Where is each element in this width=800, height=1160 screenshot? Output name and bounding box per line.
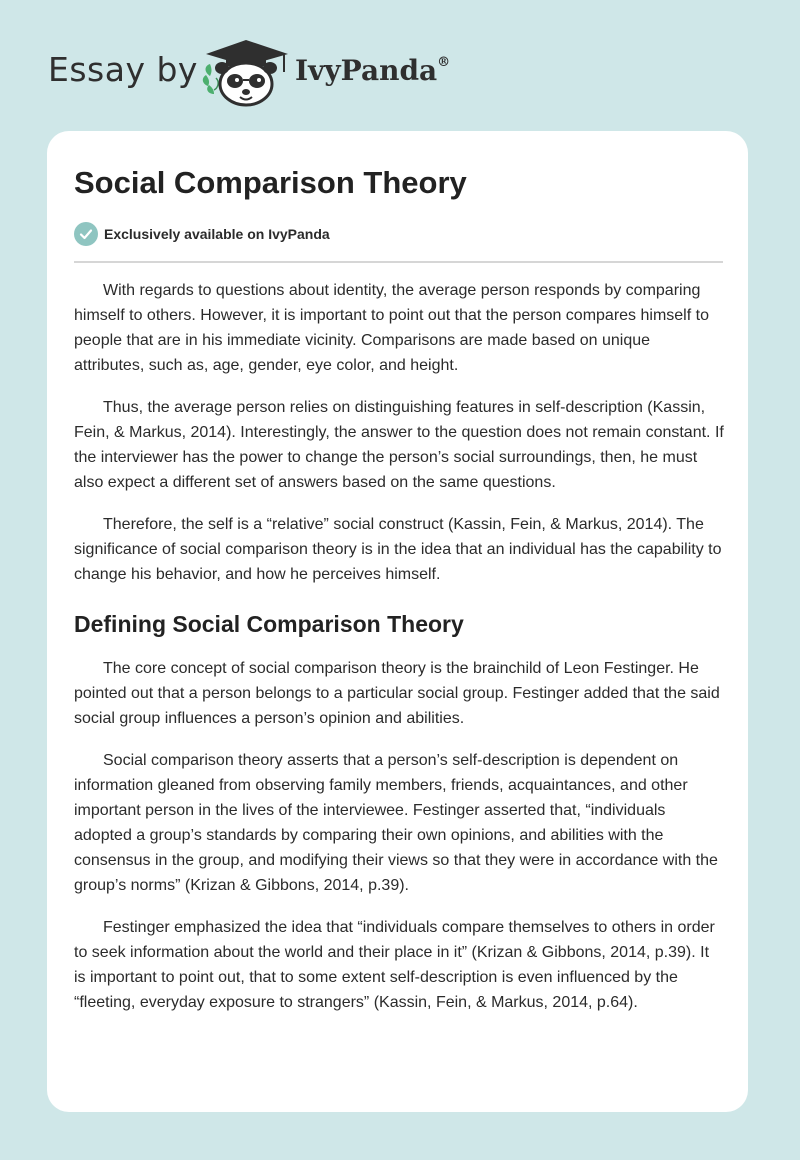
paragraph: Festinger emphasized the idea that “individuals compare themselves to others in order to seek information about the world and their place in it” (Krizan & Gibbons, 2014, p.39). It is important to point out, that to some extent self-description is even influenced by the “fleeting, everyday exposure to strangers” (Kassin, Fein, & Markus, 2014, p.64). bbox=[74, 919, 715, 1011]
paragraph: Social comparison theory asserts that a person’s self-description is dependent on information gleaned from observing family members, friends, acquaintances, and other important person in the lives of the interviewee. Festinger asserted that, “individuals adopted a group’s standards by comparing their own opinions, and abilities with the consensus in the group, and modifying their views so that they were in accordance with the group’s norms” (Krizan & Gibbons, 2014, p.39). bbox=[74, 752, 718, 894]
exclusive-badge-text: Exclusively available on IvyPanda bbox=[104, 226, 330, 242]
site-header bbox=[0, 0, 800, 120]
essay-body bbox=[74, 278, 724, 1032]
section-heading: Defining Social Comparison Theory bbox=[74, 611, 464, 637]
divider bbox=[74, 261, 723, 263]
paragraph: With regards to questions about identity, the average person responds by comparing himself to others. However, it is important to point out that the person compares himself to people that are in his immediate vicinity. Comparisons are made based on unique attributes, such as, age, gender, eye color, and height. bbox=[74, 282, 709, 374]
essay-by-label: Essay by bbox=[48, 50, 198, 89]
page-title: Social Comparison Theory bbox=[74, 165, 467, 200]
brand-text: IvyPanda bbox=[295, 54, 438, 87]
exclusive-badge bbox=[74, 222, 330, 246]
registered-mark: ® bbox=[437, 55, 451, 70]
paragraph: Thus, the average person relies on distinguishing features in self-description (Kassin, Fein, & Markus, 2014). Interestingly, the answer to the question does not remain constant. If the interviewer has the power to change the person’s social surroundings, then, he must also expect a different set of answers based on the same questions. bbox=[74, 399, 724, 491]
check-circle-icon bbox=[74, 222, 98, 246]
panda-graduate-icon[interactable] bbox=[200, 36, 292, 108]
essay-card bbox=[47, 131, 748, 1112]
paragraph: Therefore, the self is a “relative” social construct (Kassin, Fein, & Markus, 2014). The significance of social comparison theory is in the idea that an individual has the capability to change his behavior, and how he perceives himself. bbox=[74, 516, 722, 583]
paragraph: The core concept of social comparison theory is the brainchild of Leon Festinger. He pointed out that a person belongs to a particular social group. Festinger added that the said social group influences a person’s opinion and abilities. bbox=[74, 660, 720, 727]
brand-name[interactable] bbox=[295, 54, 450, 87]
